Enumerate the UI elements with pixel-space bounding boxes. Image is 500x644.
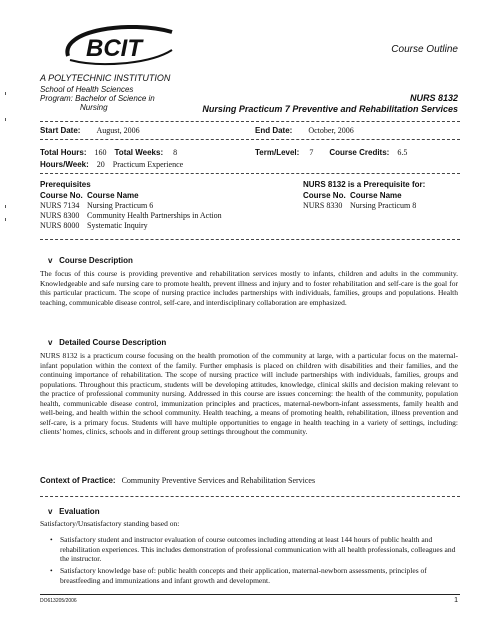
course-description-heading (48, 256, 133, 265)
table-row (40, 211, 250, 221)
footer-doc-id: DO613205/2006 (40, 598, 77, 604)
prereq-header (40, 191, 250, 201)
prereq-for-name: Nursing Practicum 8 (350, 201, 417, 210)
binder-mark (5, 205, 9, 208)
divider (40, 139, 460, 140)
prereq-col-name: Course Name (87, 191, 139, 200)
bcit-logo (60, 20, 180, 70)
course-heading (202, 93, 458, 115)
evaluation-bullet-text: Satisfactory knowledge base of: public health concepts and their application, maternal-newborn assessments, principles of breastfeeding and immunizations and infant growth and development. (60, 566, 427, 585)
section-marker: v (48, 507, 53, 516)
footer-rule (40, 594, 460, 595)
prereq-for-col-no: Course No. (303, 191, 346, 200)
prereq-name: Community Health Partnerships in Action (87, 211, 222, 220)
logo-wordmark: BCIT (86, 35, 142, 62)
course-description-title: Course Description (59, 256, 133, 265)
evaluation-bullet-text: Satisfactory student and instructor evaluation of course outcomes including attending at least 144 hours of public health and rehabilitation experiences. This includes demonstration of professional communication with all health professionals, colleagues and the instructor. (60, 535, 456, 563)
term-label: Term/Level: (255, 148, 300, 157)
detailed-description-text: NURS 8132 is a practicum course focusing on the health promotion of the community at large, with a particular focus on the maternal-infant population within the context of the family. Further emphasis is placed on children with disabilities and their families, and the continuing importance of rehabilitation. The scope of nursing practice will include partnerships with individuals, families, groups and populations. Throughout this practicum, students will be developing attitudes, knowledge, clinical skills and decision making relevant to the practice of professional community nursing. Addressed in this course are issues concerning: the health of the community, population health, communicable disease control, immunization principles and practices, maternal-newborn-infant assessments, family health and well-being, and health within the school community. Health teaching, a means of promoting health, rehabilitation, illness prevention and self-care, is a primary focus. Students will have multiple opportunities to engage in health teaching in a variety of settings, including: clients' homes, clinics, schools and in different group settings throughout the community. (40, 351, 458, 436)
prereq-no: NURS 8000 (40, 221, 80, 230)
prereq-no: NURS 7134 (40, 201, 80, 210)
start-date-label: Start Date: (40, 126, 81, 135)
course-description-text: The focus of this course is providing preventive and rehabilitation services mostly to infants, children and adults in the community. Knowledgeable and safe nursing care to promote health, prevent illness and injury and to foster rehabilitation and self-care is the goal for this particular practicum. The scope of nursing practice includes partnerships with individuals, families, groups and populations. Health teaching, communicable disease control, self-care, and interdisciplinary collaboration are emphasized. (40, 269, 458, 307)
school-name: School of Health Sciences (40, 85, 134, 94)
end-date-row (255, 126, 354, 136)
binder-mark (5, 218, 9, 221)
school-info (40, 85, 155, 112)
program-line2: Nursing (80, 103, 108, 112)
context-label: Context of Practice: (40, 476, 116, 485)
detailed-description-heading (48, 338, 166, 347)
end-date-label: End Date: (255, 126, 293, 135)
total-hours-label: Total Hours: (40, 148, 87, 157)
divider (40, 496, 460, 497)
prerequisite-for-block (303, 180, 463, 211)
tagline: A POLYTECHNIC INSTITUTION (40, 73, 171, 83)
divider (40, 239, 460, 240)
table-row (40, 221, 250, 231)
hours-week-row (40, 160, 183, 170)
hours-week-value: 20 (96, 160, 105, 169)
prerequisites-block (40, 180, 250, 231)
list-item (50, 566, 458, 585)
credits-label: Course Credits: (329, 148, 390, 157)
table-row (303, 201, 463, 211)
prereq-for-title: NURS 8132 is a Prerequisite for: (303, 180, 426, 189)
total-weeks-label: Total Weeks: (114, 148, 164, 157)
term-row (255, 148, 407, 158)
detailed-description-title: Detailed Course Description (59, 338, 167, 347)
hours-week-note: Practicum Experience (112, 160, 184, 169)
binder-mark (5, 118, 9, 121)
bullet-glyph: • (50, 566, 53, 575)
start-date-row (40, 126, 140, 136)
hours-week-label: Hours/Week: (40, 160, 89, 169)
prereq-for-header (303, 191, 463, 201)
section-marker: v (48, 256, 53, 265)
evaluation-heading (48, 507, 100, 516)
evaluation-title: Evaluation (59, 507, 100, 516)
prereq-title: Prerequisites (40, 180, 91, 189)
prereq-name: Systematic Inquiry (87, 221, 148, 230)
binder-mark (5, 92, 9, 95)
course-code: NURS 8132 (409, 93, 458, 103)
hours-row (40, 148, 177, 158)
credits-value: 6.5 (397, 148, 408, 157)
prereq-for-no: NURS 8330 (303, 201, 343, 210)
total-hours-value: 160 (94, 148, 107, 157)
term-value: 7 (309, 148, 314, 157)
divider (40, 121, 460, 122)
program-line1: Program: Bachelor of Science in (40, 94, 155, 103)
section-marker: v (48, 338, 53, 347)
evaluation-intro: Satisfactory/Unsatisfactory standing based on: (40, 519, 180, 528)
end-date-value: October, 2006 (308, 126, 354, 135)
doc-type: Course Outline (391, 44, 458, 55)
page-number: 1 (454, 597, 458, 604)
prereq-no: NURS 8300 (40, 211, 80, 220)
bullet-glyph: • (50, 535, 53, 544)
total-weeks-value: 8 (173, 148, 178, 157)
context-value: Community Preventive Services and Rehabilitation Services (121, 476, 316, 485)
divider (40, 173, 460, 174)
prereq-for-col-name: Course Name (350, 191, 402, 200)
prereq-col-no: Course No. (40, 191, 83, 200)
prereq-name: Nursing Practicum 6 (87, 201, 154, 210)
course-title: Nursing Practicum 7 Preventive and Rehabilitation Services (202, 104, 458, 114)
context-of-practice (40, 476, 315, 486)
table-row (40, 201, 250, 211)
list-item (50, 535, 458, 564)
start-date-value: August, 2006 (96, 126, 140, 135)
